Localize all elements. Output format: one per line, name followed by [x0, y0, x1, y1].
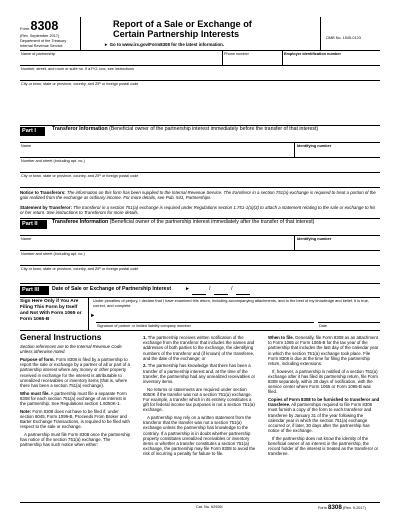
part3-tag: Part III: [20, 286, 49, 295]
general-instructions-heading: General Instructions: [20, 332, 102, 342]
instr-col2-p2: No returns or statements are required under section 6050K if the transfer was not a section 751(a) exchange. For example, a transfer which in its entirety constitutes a gift for federal income tax purposes is not a section 751(a) exchange.: [143, 386, 255, 413]
instr-col3-p1: If, however, a partnership is notified of a section 751(a) exchange after it has filed its partnership return, file Form 8308 separately, within 30 days of notification, with the service center where Form 1065 or Form 1065-B was filed.: [268, 368, 378, 395]
part2-street-label: Number and street (including apt. no.): [21, 252, 85, 256]
transferor-city-field[interactable]: [20, 178, 380, 187]
instr-col3-p0: When to file. Generally, file Form 8308 as an attachment to Form 1065 or Form 1065-B for the tax year of the partnership that includes the last day of the calendar year in which the section 751(a) exchange took place. File Form 8308 is due at the time for filing the partnership return, including extensions.: [268, 335, 379, 367]
part1-title-block: [52, 127, 380, 133]
goto-link-text[interactable]: ► Go to www.irs.gov/Form8308 for the latest information.: [104, 42, 225, 47]
footer-form-number: 8308: [328, 503, 342, 511]
part2-title-note: (Beneficial owner of the partnership interest immediately after the transfer of that interest): [109, 219, 315, 225]
instructions-col3: [268, 335, 380, 459]
part2-title-block: [52, 220, 380, 226]
form-word: Form: [20, 26, 30, 31]
signature-date-label: Date: [319, 324, 328, 328]
notice-transferors-text: The information on this form has been supplied to the Internal Revenue Service. The transferor in a section 751(a) exchange is required to treat a portion of the gain realized from the exchange as ordinary income. For more details, see Pub. 541, Partnerships.: [20, 190, 376, 201]
signature-date-field[interactable]: [318, 313, 380, 322]
instructions-col2: [143, 335, 258, 459]
part2-name-label: Name: [21, 237, 32, 241]
partnership-name-label: Name of partnership: [21, 52, 56, 56]
revision-date: (Rev. September 2017): [20, 34, 60, 38]
partnership-street-field[interactable]: [20, 71, 380, 80]
footer-form-id: [318, 504, 366, 511]
instr-col1-p0: Section references are to the Internal Revenue Code unless otherwise noted.: [20, 344, 122, 355]
transferor-name-field[interactable]: [20, 149, 294, 157]
form-number: 8308: [30, 19, 59, 33]
statement-text: The transferor in a section 751(a) exchange is required under Regulations section 1.751-1(a)(3) to attach a statement relating to the sale or exchange to his or her return. See instructions to Transferors for more details.: [20, 205, 376, 216]
part2-city-label: City or town, state or province, country, and ZIP or foreign postal code: [21, 267, 139, 271]
instr-col1-p4: A partnership must file Form 8308 once the partnership has notice of the section 751(a) exchange. The partnership has such notice when either:: [20, 431, 130, 448]
instr-col3-p2: Copies of Form 8308 to be furnished to transferor and transferee. All partnerships required to file Form 8308 must furnish a copy of the form to each transferor and transferee by January 31 of the year following the calendar year in which the section 751(a) exchange occurred or, if later, 30 days after the partnership has notice of the exchange.: [268, 397, 380, 434]
part2-title: Transferee Information: [52, 219, 109, 225]
department: Department of the Treasury: [20, 39, 67, 43]
statement-label: Statement by Transferor:: [20, 205, 72, 210]
instructions-col1: [20, 333, 132, 450]
transferor-street-field[interactable]: [20, 163, 380, 172]
perjury-statement: Under penalties of perjury, I declare that I have examined this return, including accompanying attachments, and to the best of my knowledge and belief, it is true, correct, and complete.: [93, 298, 369, 308]
partnership-name-field[interactable]: [20, 57, 222, 65]
part2-id-label: Identifying number: [297, 237, 332, 241]
ein-label: Employer identification number: [284, 52, 341, 56]
phone-field[interactable]: [223, 57, 282, 65]
transferee-city-field[interactable]: [20, 271, 380, 281]
form-title-line1: Report of a Sale or Exchange of: [113, 19, 252, 29]
instr-col3-p3: If the partnership does not know the identity of the beneficial owner of an interest in the partnership, the record holder of the interest is treated as the transferor or transferee.: [268, 435, 379, 457]
irs-name: Internal Revenue Service: [20, 43, 63, 48]
part1-name-label: Name: [21, 144, 32, 148]
footer-revision: (Rev. 9-2017): [342, 505, 366, 510]
date-of-exchange-field[interactable]: [192, 286, 252, 294]
ein-field[interactable]: [283, 57, 380, 65]
partnership-city-label: City or town, state or province, country, and ZIP or foreign postal code: [21, 82, 139, 86]
part1-title-note: (Beneficial owner of the partnership interest immediately before the transfer of that interest): [109, 126, 319, 132]
omb-number: OMB No. 1545-0123: [326, 36, 361, 40]
instr-col1-p3: Note: Form 8308 does not have to be filed if, under section 6045, Form 1099-B, Proceeds From Broker and Barter Exchange Transactions, is required to be filed with respect to the sale or exchange.: [20, 408, 130, 430]
signature-label: Signature of partner or limited liability company member: [97, 324, 191, 328]
part1-title: Transferor Information: [52, 126, 108, 132]
partnership-street-label: Number, street, and room or suite no. If a P.O. box, see instructions: [21, 67, 135, 71]
part3-arrow: ►: [185, 286, 190, 292]
transferee-street-field[interactable]: [20, 256, 380, 265]
transferee-id-field[interactable]: [295, 242, 380, 250]
instr-col1-p1: Purpose of form. Form 8308 is filed by a partnership to report the sale or exchange by a partner of all or part of a partnership interest where any money or other property received in exchange for the interest is attributable to unrealized receivables or inventory items (that is, where there has been a section 751(a) exchange).: [20, 357, 130, 389]
notice-to-transferors: [20, 190, 380, 201]
part2-tag: Part II: [20, 220, 47, 229]
instr-col2-p3: A partnership may rely on a written statement from the transferor that the transfer was not a section 751(a) exchange unless the partnership has knowledge to the contrary. If a partnership is in doubt whether partnership property constitutes unrealized receivables or inventory items or whether a transfer constitutes a section 751(a) exchange, the partnership may file Form 8308 to avoid the risk of incurring a penalty for failure to file.: [143, 415, 256, 457]
instr-col1-p2: Who must file. A partnership must file a separate Form 8308 for each section 751(a) exchange of an interest in the partnership. See Regulations section 1.6050K-1.: [20, 390, 127, 407]
part3-title: Date of Sale or Exchange of Partnership Interest: [52, 286, 172, 292]
part1-tag: Part I: [20, 127, 45, 136]
part1-id-label: Identifying number: [297, 144, 332, 148]
instr-col2-p1: 2. The partnership has knowledge that there has been a transfer of a partnership interest and, at the time of the transfer, the partnership had any unrealized receivables or inventory items.: [143, 363, 256, 385]
notice-transferors-label: Notice to Transferors:: [20, 190, 66, 195]
part1-street-label: Number and street (including apt. no.): [21, 159, 85, 163]
sign-here-instruction: Sign Here Only if You Are Filing This Form by Itself and Not With Form 1065 or Form 1065-B: [20, 299, 82, 323]
phone-label: Phone number: [224, 52, 249, 56]
signature-arrow: ►: [90, 313, 96, 319]
partnership-city-field[interactable]: [20, 86, 380, 95]
part1-city-label: City or town, state or province, country, and ZIP or foreign postal code: [21, 174, 139, 178]
statement-by-transferor: [20, 205, 380, 216]
catalog-number: Cat. No. 62926I: [196, 505, 223, 509]
transferee-name-field[interactable]: [20, 242, 294, 250]
form-number-block: [20, 19, 78, 34]
signature-field[interactable]: [97, 313, 312, 322]
date-slash-1: /: [209, 286, 211, 292]
footer-form-word: Form: [318, 505, 327, 510]
transferor-id-field[interactable]: [295, 149, 380, 157]
form-title-line2: Certain Partnership Interests: [113, 29, 240, 39]
instr-col2-p0: 1. The partnership receives written notification of the exchange from the transferor that includes the names and addresses of both parties to the exchange, the identifying numbers of the transferor and (if known) of the transferee, and the date of the exchange; or: [143, 335, 255, 361]
date-slash-2: /: [231, 286, 233, 292]
